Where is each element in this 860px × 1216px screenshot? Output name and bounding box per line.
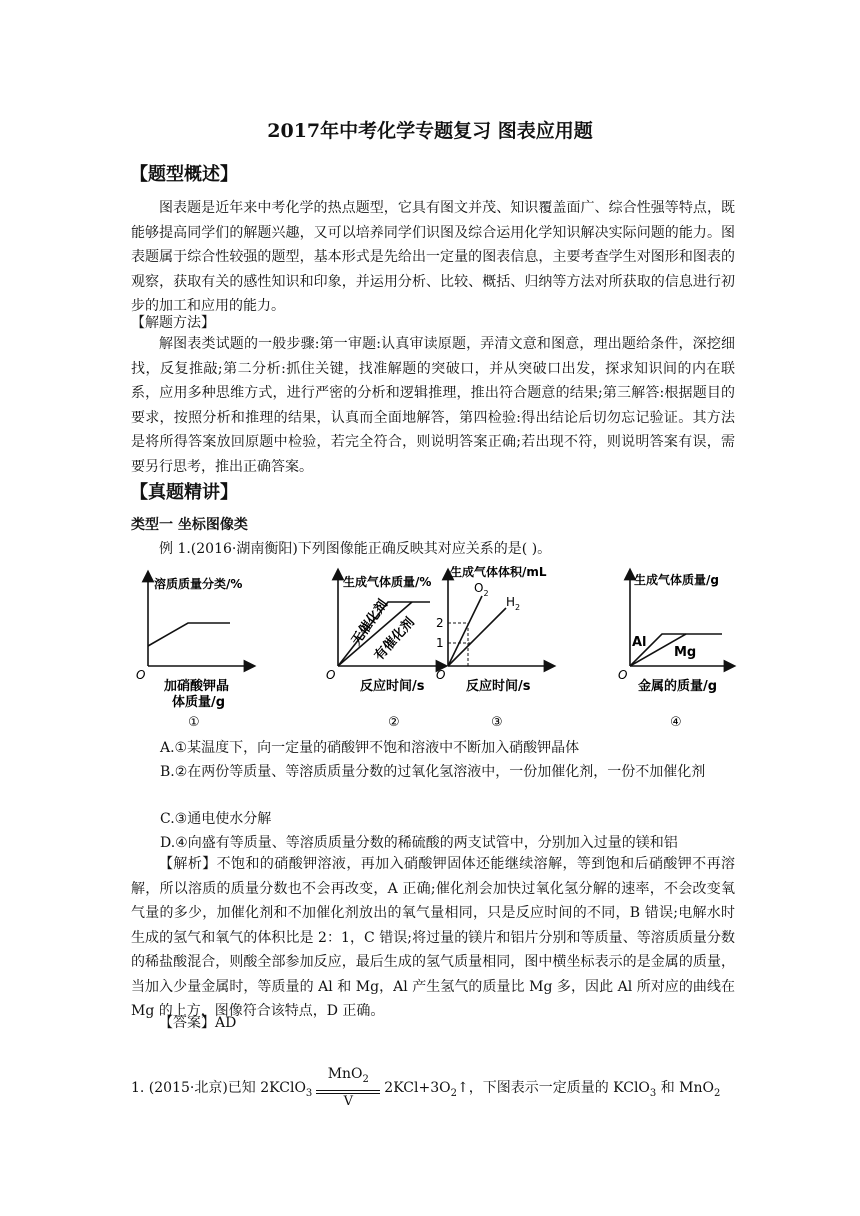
real-heading: 【真题精讲】: [130, 482, 238, 503]
fig3-h2-sub: 2: [515, 603, 521, 612]
fig4-al-label: Al: [632, 635, 647, 650]
fig2-number: ②: [388, 715, 400, 730]
q1-sub3: 3: [305, 1087, 313, 1099]
type1-heading: 类型一 坐标图像类: [131, 517, 248, 533]
q1-tail2: 和 MnO: [656, 1080, 715, 1096]
fig2-ylabel: 生成气体质量/%: [343, 575, 432, 589]
fig4-number: ④: [670, 715, 682, 730]
fig1-curve: [148, 623, 230, 646]
figure-1: [136, 576, 250, 730]
q1-tail: ↑，下图表示一定质量的 KClO: [456, 1080, 650, 1096]
q1-catalyst-text: MnO: [327, 1066, 363, 1082]
fig3-ylabel: 生成气体体积/mL: [450, 566, 547, 579]
fig3-tick-2: 2: [436, 616, 444, 630]
q1-equal-bar-1: [316, 1090, 380, 1091]
fig3-o2-line: [448, 596, 482, 666]
fig3-h2-text: H: [506, 595, 516, 609]
fig2-label-no-catalyst: 无催化剂: [348, 597, 392, 649]
figure-2: [326, 574, 442, 730]
q1-heat: V: [343, 1094, 353, 1109]
method-heading: 【解题方法】: [131, 315, 215, 331]
overview-heading: 【题型概述】: [130, 164, 238, 185]
fig3-number: ③: [491, 715, 503, 730]
fig1-xlabel-2: 体质量/g: [172, 695, 226, 710]
figure-3: [436, 566, 550, 730]
fig3-h2-line: [448, 608, 506, 666]
option-b: B.②在两份等质量、等溶质质量分数的过氧化氢溶液中，一份加催化剂，一份不加催化剂: [160, 764, 706, 780]
fig3-o2-sub: 2: [483, 589, 489, 598]
q1-condition: [314, 1066, 382, 1110]
fig3-origin: O: [436, 668, 446, 682]
fig4-origin: O: [618, 668, 628, 682]
q1-tail-sub: 3: [649, 1087, 657, 1099]
fig1-number: ①: [188, 715, 200, 730]
fig4-xlabel: 金属的质量/g: [638, 679, 718, 694]
fig1-ylabel: 溶质质量分类/%: [154, 577, 243, 591]
answer: 【答案】AD: [159, 1015, 237, 1031]
figures-svg: [130, 566, 740, 746]
fig3-xlabel: 反应时间/s: [466, 679, 531, 694]
option-d: D.④向盛有等质量、等溶质质量分数的稀硫酸的两支试管中，分别加入过量的镁和铝: [160, 835, 678, 851]
q1-catalyst: [314, 1066, 382, 1085]
fig2-label-catalyst: 有催化剂: [371, 614, 418, 664]
q1-catalyst-sub: 2: [362, 1073, 369, 1085]
fig4-ylabel: 生成气体质量/g: [634, 573, 719, 587]
q1-prefix: 1. (2015·北京)已知 2KClO: [131, 1080, 306, 1096]
question-1: [131, 1066, 720, 1110]
fig3-o2-label: [474, 581, 489, 598]
q1-tail2-sub: 2: [714, 1087, 721, 1099]
q1-sub2: 2: [450, 1087, 457, 1099]
page-title: 2017年中考化学专题复习 图表应用题: [267, 120, 593, 142]
fig2-xlabel: 反应时间/s: [360, 679, 425, 694]
overview-paragraph: 图表题是近年来中考化学的热点题型，它具有图文并茂、知识覆盖面广、综合性强等特点，既能够提高同学们的解题兴趣，又可以培养同学们识图及综合运用化学知识解决实际问题的能力。图表题属于综合性较强的题型，基本形式是先给出一定量的图表信息，主要考查学生对图形和图表的观察，获取有关的感性知识和印象，并运用分析、比较、概括、归纳等方法对所获取的信息进行初步的加工和应用的能力。: [131, 200, 735, 314]
fig4-mg-label: Mg: [674, 645, 697, 660]
option-c: C.③通电使水分解: [160, 811, 272, 827]
option-a: A.①某温度下，向一定量的硝酸钾不饱和溶液中不断加入硝酸钾晶体: [160, 740, 580, 756]
fig1-xlabel-1: 加硝酸钾晶: [164, 679, 230, 694]
figure-4: [618, 572, 730, 730]
analysis-paragraph: 【解析】不饱和的硝酸钾溶液，再加入硝酸钾固体还能继续溶解，等到饱和后硝酸钾不再溶解，所以溶质的质量分数也不会再改变，A 正确;催化剂会加快过氧化氢分解的速率，不会改变氧气量的多少，加催化剂和不加催化剂放出的氧气量相同，只是反应时间的不同，B 错误;电解水时生成的氢气和氧气的体积比是 2：1，C 错误;将过量的镁片和铝片分别和等质量、等溶质质量分数的稀盐酸混合，则酸全部参加反应，最后生成的氢气质量相同，图中横坐标表示的是金属的质量，当加入少量金属时，等质量的 Al 和 Mg，Al 产生氢气的质量比 Mg 多，因此 Al 所对应的曲线在 Mg 的上方，图像符合该特点，D 正确。: [131, 856, 735, 1019]
fig1-origin: O: [136, 668, 146, 682]
fig3-o2-text: O: [474, 581, 484, 595]
fig2-origin: O: [326, 668, 336, 682]
example-question: 例 1.(2016·湖南衡阳)下列图像能正确反映其对应关系的是( )。: [159, 541, 552, 557]
fig3-tick-1: 1: [436, 636, 444, 650]
fig3-h2-label: [506, 595, 520, 612]
method-paragraph: 解图表类试题的一般步骤:第一审题:认真审读原题，弄清文意和图意，理出题给条件，深挖细找，反复推敲;第二分析:抓住关键，找准解题的突破口，并从突破口出发，探求知识间的内在联系，应用多种思维方式，进行严密的分析和逻辑推理，推出符合题意的结果;第三解答:根据题目的要求，按照分析和推理的结果，认真而全面地解答，第四检验:得出结论后切勿忘记验证。其方法是将所得答案放回原题中检验，若完全符合，则说明答案正确;若出现不符，则说明答案有误，需要另行思考，推出正确答案。: [131, 336, 735, 475]
q1-products: 2KCl+3O: [384, 1080, 451, 1096]
figures-row: [130, 566, 740, 746]
